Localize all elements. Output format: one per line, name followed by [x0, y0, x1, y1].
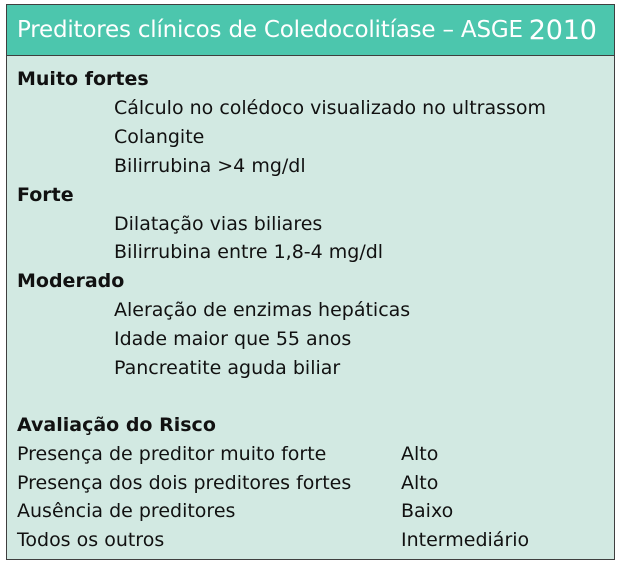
card-header — [7, 5, 614, 56]
risk-level: Alto — [401, 443, 439, 465]
predictor-item: Pancreatite aguda biliar — [114, 357, 341, 379]
predictor-item: Dilatação vias biliares — [114, 213, 323, 235]
risk-heading: Avaliação do Risco — [17, 414, 216, 436]
predictor-item: Bilirrubina entre 1,8-4 mg/dl — [114, 241, 384, 263]
predictors-card — [6, 4, 615, 560]
predictor-item: Colangite — [114, 126, 205, 148]
section-heading-very-strong: Muito fortes — [17, 68, 149, 90]
card-title: Preditores clínicos de Coledocolitíase – ASGE — [17, 17, 523, 43]
section-heading-moderate: Moderado — [17, 270, 125, 292]
section-heading-strong: Forte — [17, 184, 74, 206]
predictor-item: Bilirrubina >4 mg/dl — [114, 155, 306, 177]
predictor-item: Aleração de enzimas hepáticas — [114, 299, 411, 321]
risk-condition: Todos os outros — [17, 529, 165, 551]
risk-condition: Presença de preditor muito forte — [17, 443, 327, 465]
predictor-item: Cálculo no colédoco visualizado no ultrassom — [114, 97, 547, 119]
risk-condition: Presença dos dois preditores fortes — [17, 472, 352, 494]
risk-condition: Ausência de preditores — [17, 500, 236, 522]
risk-level: Alto — [401, 472, 439, 494]
risk-level: Baixo — [401, 500, 454, 522]
card-title-year: 2010 — [528, 14, 597, 46]
risk-level: Intermediário — [401, 529, 530, 551]
predictor-item: Idade maior que 55 anos — [114, 328, 352, 350]
